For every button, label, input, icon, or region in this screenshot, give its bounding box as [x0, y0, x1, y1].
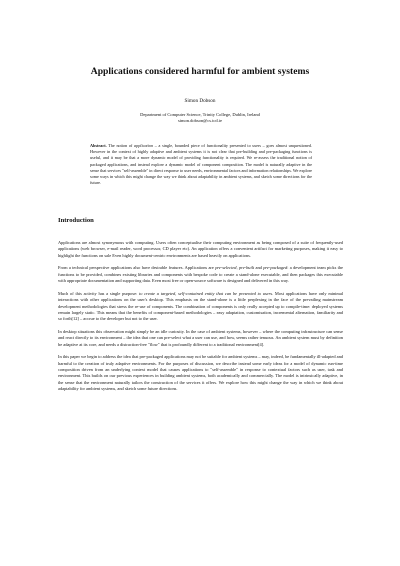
p3-text-b: . Most applications have only minimal interactions with other applications on the user's desktop. This emphasis on the stand-alone is a little perplexing in the face of the prevailing mainstream development methodologies that stress the re-use of components. The combination of components is only really accepted up to compile-time: deployed systems remain largely static. This means that the benefits of component-based methodologies – easy adaptation, customisation, incremental alternation, familiarity and so forth[12] – accrue to the developer but not to the user. [58, 290, 343, 322]
p2-em-prebuilt: pre-built [238, 265, 255, 271]
introduction-body [58, 240, 343, 399]
author-name: Simon Dobson [184, 98, 216, 104]
p2-text-a: From a technical perspective applications also have desirable features. Applications are [58, 265, 216, 271]
p2-text-c: and [254, 265, 264, 271]
paragraph-1: Applications are almost synonymous with computing. Users often conceptualise their computing environment as being composed of a suite of frequently-used applications (web browser, e-mail reader, word processor, CD player etc). An application offers a convenient artifact for marketing purposes, making it easy to highlight the functions on sale Even highly document-centric environments are based heavily on applications. [58, 240, 343, 258]
p2-text-b: , [236, 265, 239, 271]
abstract-text-a: The notion of [106, 143, 134, 148]
author-affiliation-block [0, 112, 400, 124]
abstract-label: Abstract. [90, 143, 107, 148]
section-heading-introduction: Introduction [58, 217, 94, 224]
author-email: simon.dobson@cs.tcd.ie [177, 118, 222, 123]
paragraph-2 [58, 265, 343, 284]
p3-em: to create a targeted, self-contained entity that can be presented to users [139, 290, 273, 296]
paper-title: Applications considered harmful for ambient systems [90, 66, 310, 77]
abstract-em: application [134, 143, 154, 148]
p2-em-preselected: pre-selected [215, 265, 237, 271]
abstract [90, 143, 312, 186]
paragraph-4: In desktop situations this observation might simply be an idle curiosity. In the case of ambient systems, however – where the computing infrastructure can sense and react directly to its environment – the idea that one can pre-select what a user can use, and how, seems rather tenuous. An ambient system must by definition be adaptive at its core, and needs a distraction-free "flow" that is profoundly different to a traditional environment[4]. [58, 328, 343, 347]
p3-text-a: Much of this activity has a single purpose: [58, 290, 140, 296]
p2-text-d: : a development team picks the functions to be provided, combines existing libraries and components with bespoke code to create a stand-alone executable, and then packages this executable with appropriate documentation and supporting data. Even most free or open-source software is designed and delivered in this way. [58, 265, 343, 284]
affiliation: Department of Computer Science, Trinity College, Dublin, Ireland [140, 112, 260, 117]
abstract-text-b: – a single, bounded piece of functionality presented to users – goes almost unquestioned. However in the context of highly adaptive and ambient systems it is not clear that pre-building and pre-packaging functions is useful, and it may be that a more dynamic model of providing functionality is required. We re-assess the traditional notion of packaged applications, and instead explore a dynamic model of component composition. The model is naturally adaptive in the sense that services "self-assemble" in direct response to user needs, environmental factors and information relationships. We explore some ways in which this might change the way we think about adaptability in ambient systems, and sketch some directions for the future. [90, 143, 312, 186]
paragraph-3 [58, 291, 343, 323]
paragraph-5: In this paper we begin to address the idea that pre-packaged applications may not be suitable for ambient systems – may, indeed, be fundamentally ill-adapted and harmful to the creation of truly adaptive environments. For the purposes of discussion, we describe instead some early ideas for a model of dynamic run-time composition driven from an underlying context model that causes applications to "self-assemble" in response to contextual factors such as user, task and environment. This builds on our previous experiences in building ambient systems, both academically and commercially. The model is intrinsically adaptive, in the sense that the environment naturally tailors the construction of the services it offers. We explore how this might change the way in which we think about adaptability for ambient systems, and sketch some future directions. [58, 354, 343, 392]
p2-em-prepackaged: pre-packaged [263, 265, 288, 271]
